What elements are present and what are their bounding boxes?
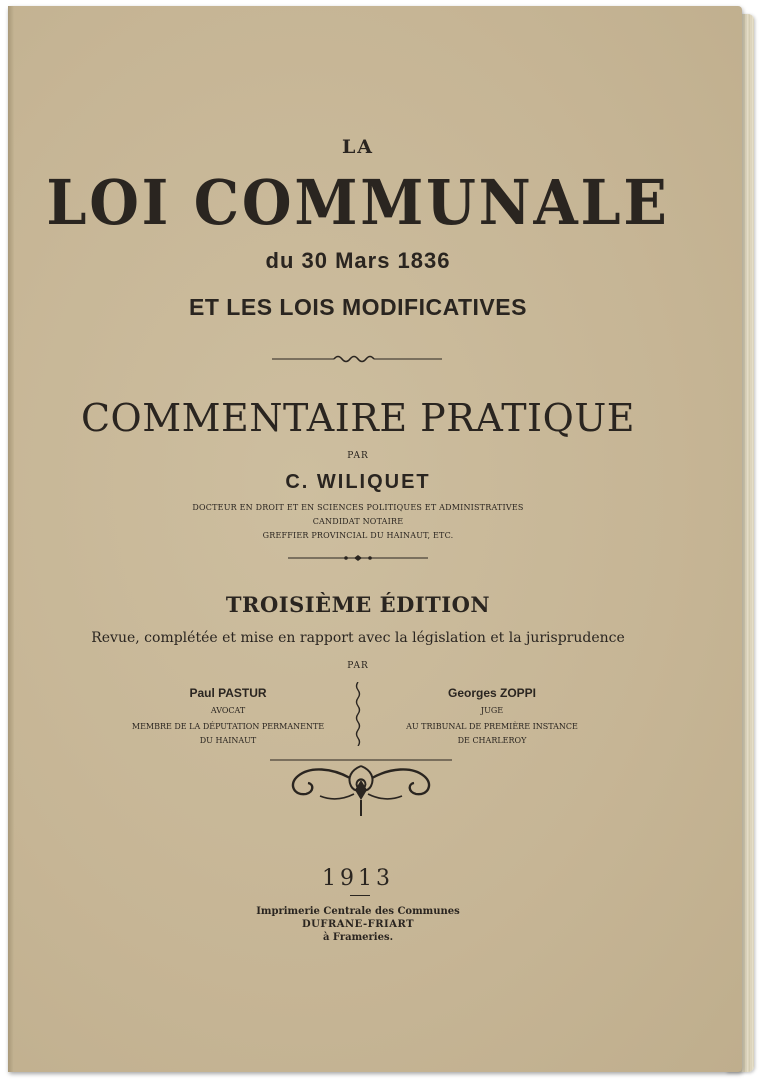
- reviser-name: Paul PASTUR: [189, 686, 267, 700]
- author-credential: GREFFIER PROVINCIAL DU HAINAUT, ETC.: [262, 531, 454, 540]
- pre-title: LA: [341, 136, 375, 158]
- year-underline: [350, 895, 370, 896]
- subtitle: ET LES LOIS MODIFICATIVES: [189, 294, 527, 320]
- by-label: PAR: [347, 661, 369, 671]
- reviser-role: JUGE: [480, 706, 504, 715]
- author-credential: CANDIDAT NOTAIRE: [312, 517, 404, 526]
- imprint-line: à Frameries.: [322, 932, 394, 943]
- reviser-name: Georges ZOPPI: [447, 686, 537, 700]
- imprint-line: Imprimerie Centrale des Communes: [256, 906, 460, 917]
- book-cover: [8, 6, 742, 1072]
- imprint-line: DUFRANE-FRIART: [301, 919, 415, 930]
- reviser-title: AU TRIBUNAL DE PREMIÈRE INSTANCE: [406, 722, 578, 731]
- author-credential: DOCTEUR EN DROIT ET EN SCIENCES POLITIQUES ET ADMINISTRATIVES: [192, 503, 524, 512]
- vertical-divider-icon: [348, 682, 368, 746]
- author-name: C. WILIQUET: [285, 471, 431, 493]
- edition-heading: TROISIÈME ÉDITION: [225, 592, 491, 617]
- publication-year: 1913: [322, 866, 394, 891]
- reviser-role: AVOCAT: [210, 706, 246, 715]
- date-line: du 30 Mars 1836: [265, 248, 451, 273]
- fleuron-ornament-icon: [270, 758, 452, 820]
- dot-ornament-icon: [288, 552, 428, 564]
- reviser-title: MEMBRE DE LA DÉPUTATION PERMANENTE: [131, 722, 325, 731]
- revision-note: Revue, complétée et mise en rapport avec la législation et la jurisprudence: [91, 630, 625, 646]
- commentary-heading: COMMENTAIRE PRATIQUE: [80, 396, 635, 440]
- wave-ornament-icon: [272, 352, 442, 366]
- by-label: PAR: [347, 451, 369, 461]
- main-title: LOI COMMUNALE: [46, 166, 670, 239]
- spine-edge: [8, 6, 14, 1072]
- reviser-title: DU HAINAUT: [199, 736, 257, 745]
- reviser-title: DE CHARLEROY: [457, 736, 527, 745]
